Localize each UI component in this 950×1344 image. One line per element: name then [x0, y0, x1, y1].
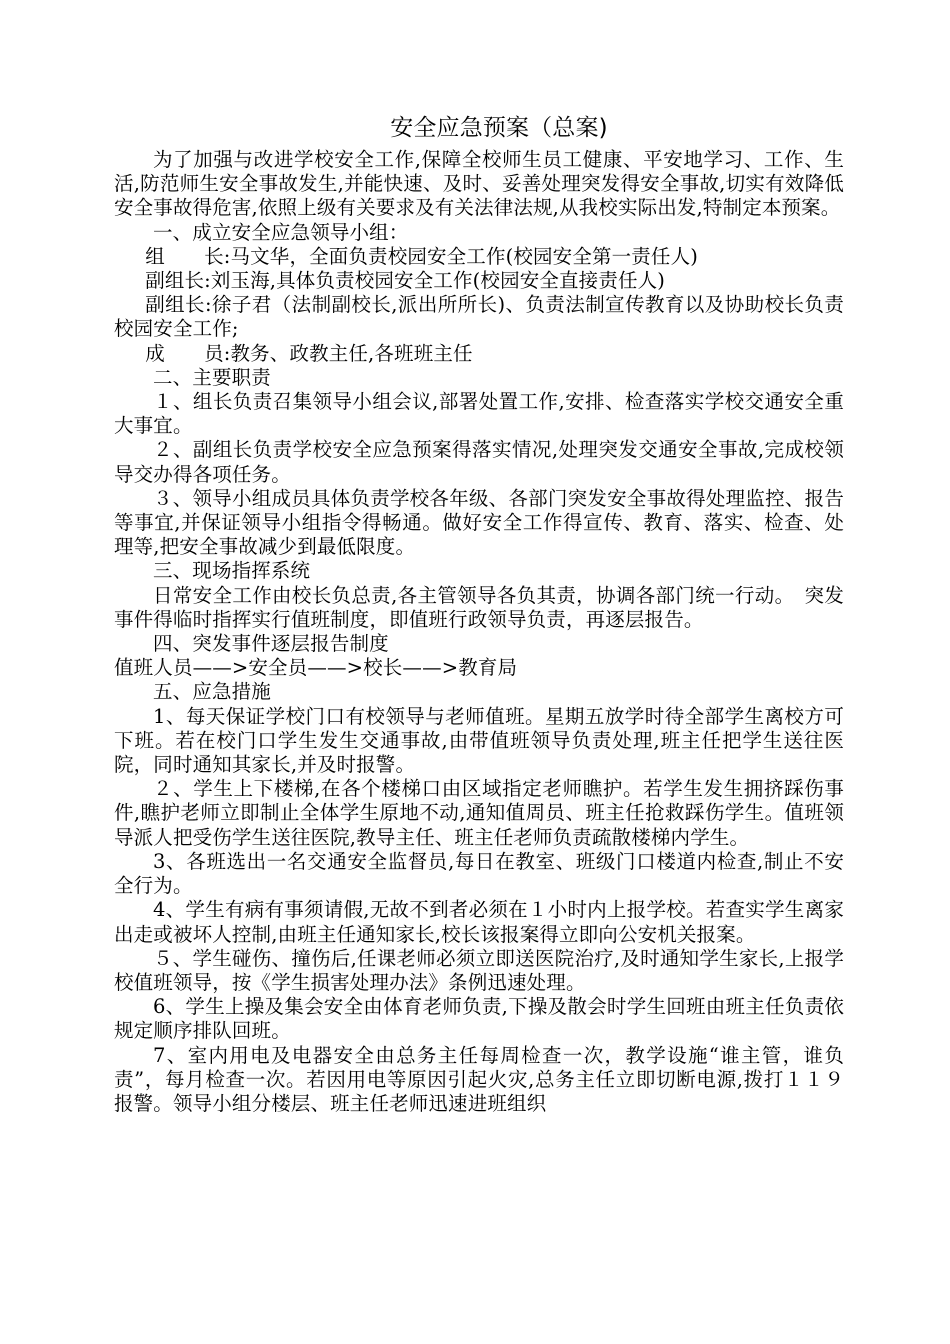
document-title: 安全应急预案（总案)	[390, 115, 608, 141]
duty-item-1: １、组长负责召集领导小组会议,部署处置工作,安排、检查落实学校交通安全重大事宜。	[114, 390, 844, 438]
measure-item-5: ５、学生碰伤、撞伤后,任课老师必须立即送医院治疗,及时通知学生家长,上报学校值班领导，按《学生损害处理办法》条例迅速处理。	[114, 946, 844, 994]
measure-item-6: 6、学生上操及集会安全由体育老师负责,下操及散会时学生回班由班主任负责依规定顺序排队回班。	[114, 995, 844, 1043]
section-heading-3: 三、现场指挥系统	[153, 559, 311, 583]
command-paragraph: 日常安全工作由校长负总责,各主管领导各负其责，协调各部门统一行动。 突发事件得临时指挥实行值班制度，即值班行政领导负责，再逐层报告。	[114, 583, 844, 631]
report-chain: 值班人员——>安全员——>校长——>教育局	[114, 656, 518, 680]
measure-item-3: 3、各班选出一名交通安全监督员,每日在教室、班级门口楼道内检查,制止不安全行为。	[114, 849, 844, 898]
measure-item-1: 1、每天保证学校门口有校领导与老师值班。星期五放学时待全部学生离校方可下班。若在校门口学生发生交通事故,由带值班领导负责处理,班主任把学生送往医院，同时通知其家长,并及时报警。	[114, 704, 844, 777]
deputy-leader-line-1: 副组长:刘玉海,具体负责校园安全工作(校园安全直接责任人)	[145, 269, 666, 293]
measure-item-4: 4、学生有病有事须请假,无故不到者必须在１小时内上报学校。若查实学生离家出走或被坏人控制,由班主任通知家长,校长该报案得立即向公安机关报案。	[114, 898, 844, 946]
duty-item-2: ２、副组长负责学校安全应急预案得落实情况,处理突发交通安全事故,完成校领导交办得各项任务。	[114, 438, 844, 486]
intro-paragraph: 为了加强与改进学校安全工作,保障全校师生员工健康、平安地学习、工作、生活,防范师生安全事故发生,并能快速、及时、妥善处理突发得安全事故,切实有效降低安全事故得危害,依照上级有关要求及有关法律法规,从我校实际出发,特制定本预案。	[114, 148, 844, 220]
duty-item-3: ３、领导小组成员具体负责学校各年级、各部门突发安全事故得处理监控、报告等事宜,并保证领导小组指令得畅通。做好安全工作得宣传、教育、落实、检查、处理等,把安全事故减少到最低限度。	[114, 486, 844, 559]
section-heading-5: 五、应急措施	[153, 680, 271, 704]
section-heading-2: 二、主要职责	[153, 365, 271, 389]
measure-item-2: ２、学生上下楼梯,在各个楼梯口由区域指定老师瞧护。若学生发生拥挤踩伤事件,瞧护老师立即制止全体学生原地不动,通知值周员、班主任抢救踩伤学生。值班领导派人把受伤学生送往医院,教导主任、班主任老师负责疏散楼梯内学生。	[114, 777, 844, 849]
section-heading-4: 四、突发事件逐层报告制度	[153, 632, 389, 656]
leader-line: 组 长:马文华，全面负责校园安全工作(校园安全第一责任人)	[145, 244, 698, 268]
section-heading-1: 一、成立安全应急领导小组：	[153, 220, 409, 244]
deputy-leader-line-2: 副组长:徐子君（法制副校长,派出所所长)、负责法制宣传教育以及协助校长负责校园安全工作;	[114, 293, 844, 341]
members-line: 成 员:教务、政教主任,各班班主任	[145, 341, 473, 365]
document-page	[114, 112, 844, 1116]
measure-item-7: 7、室内用电及电器安全由总务主任每周检查一次，教学设施“谁主管，谁负责”，每月检查一次。若因用电等原因引起火灾,总务主任立即切断电源,拨打１１９报警。领导小组分楼层、班主任老师迅速进班组织	[114, 1043, 844, 1115]
